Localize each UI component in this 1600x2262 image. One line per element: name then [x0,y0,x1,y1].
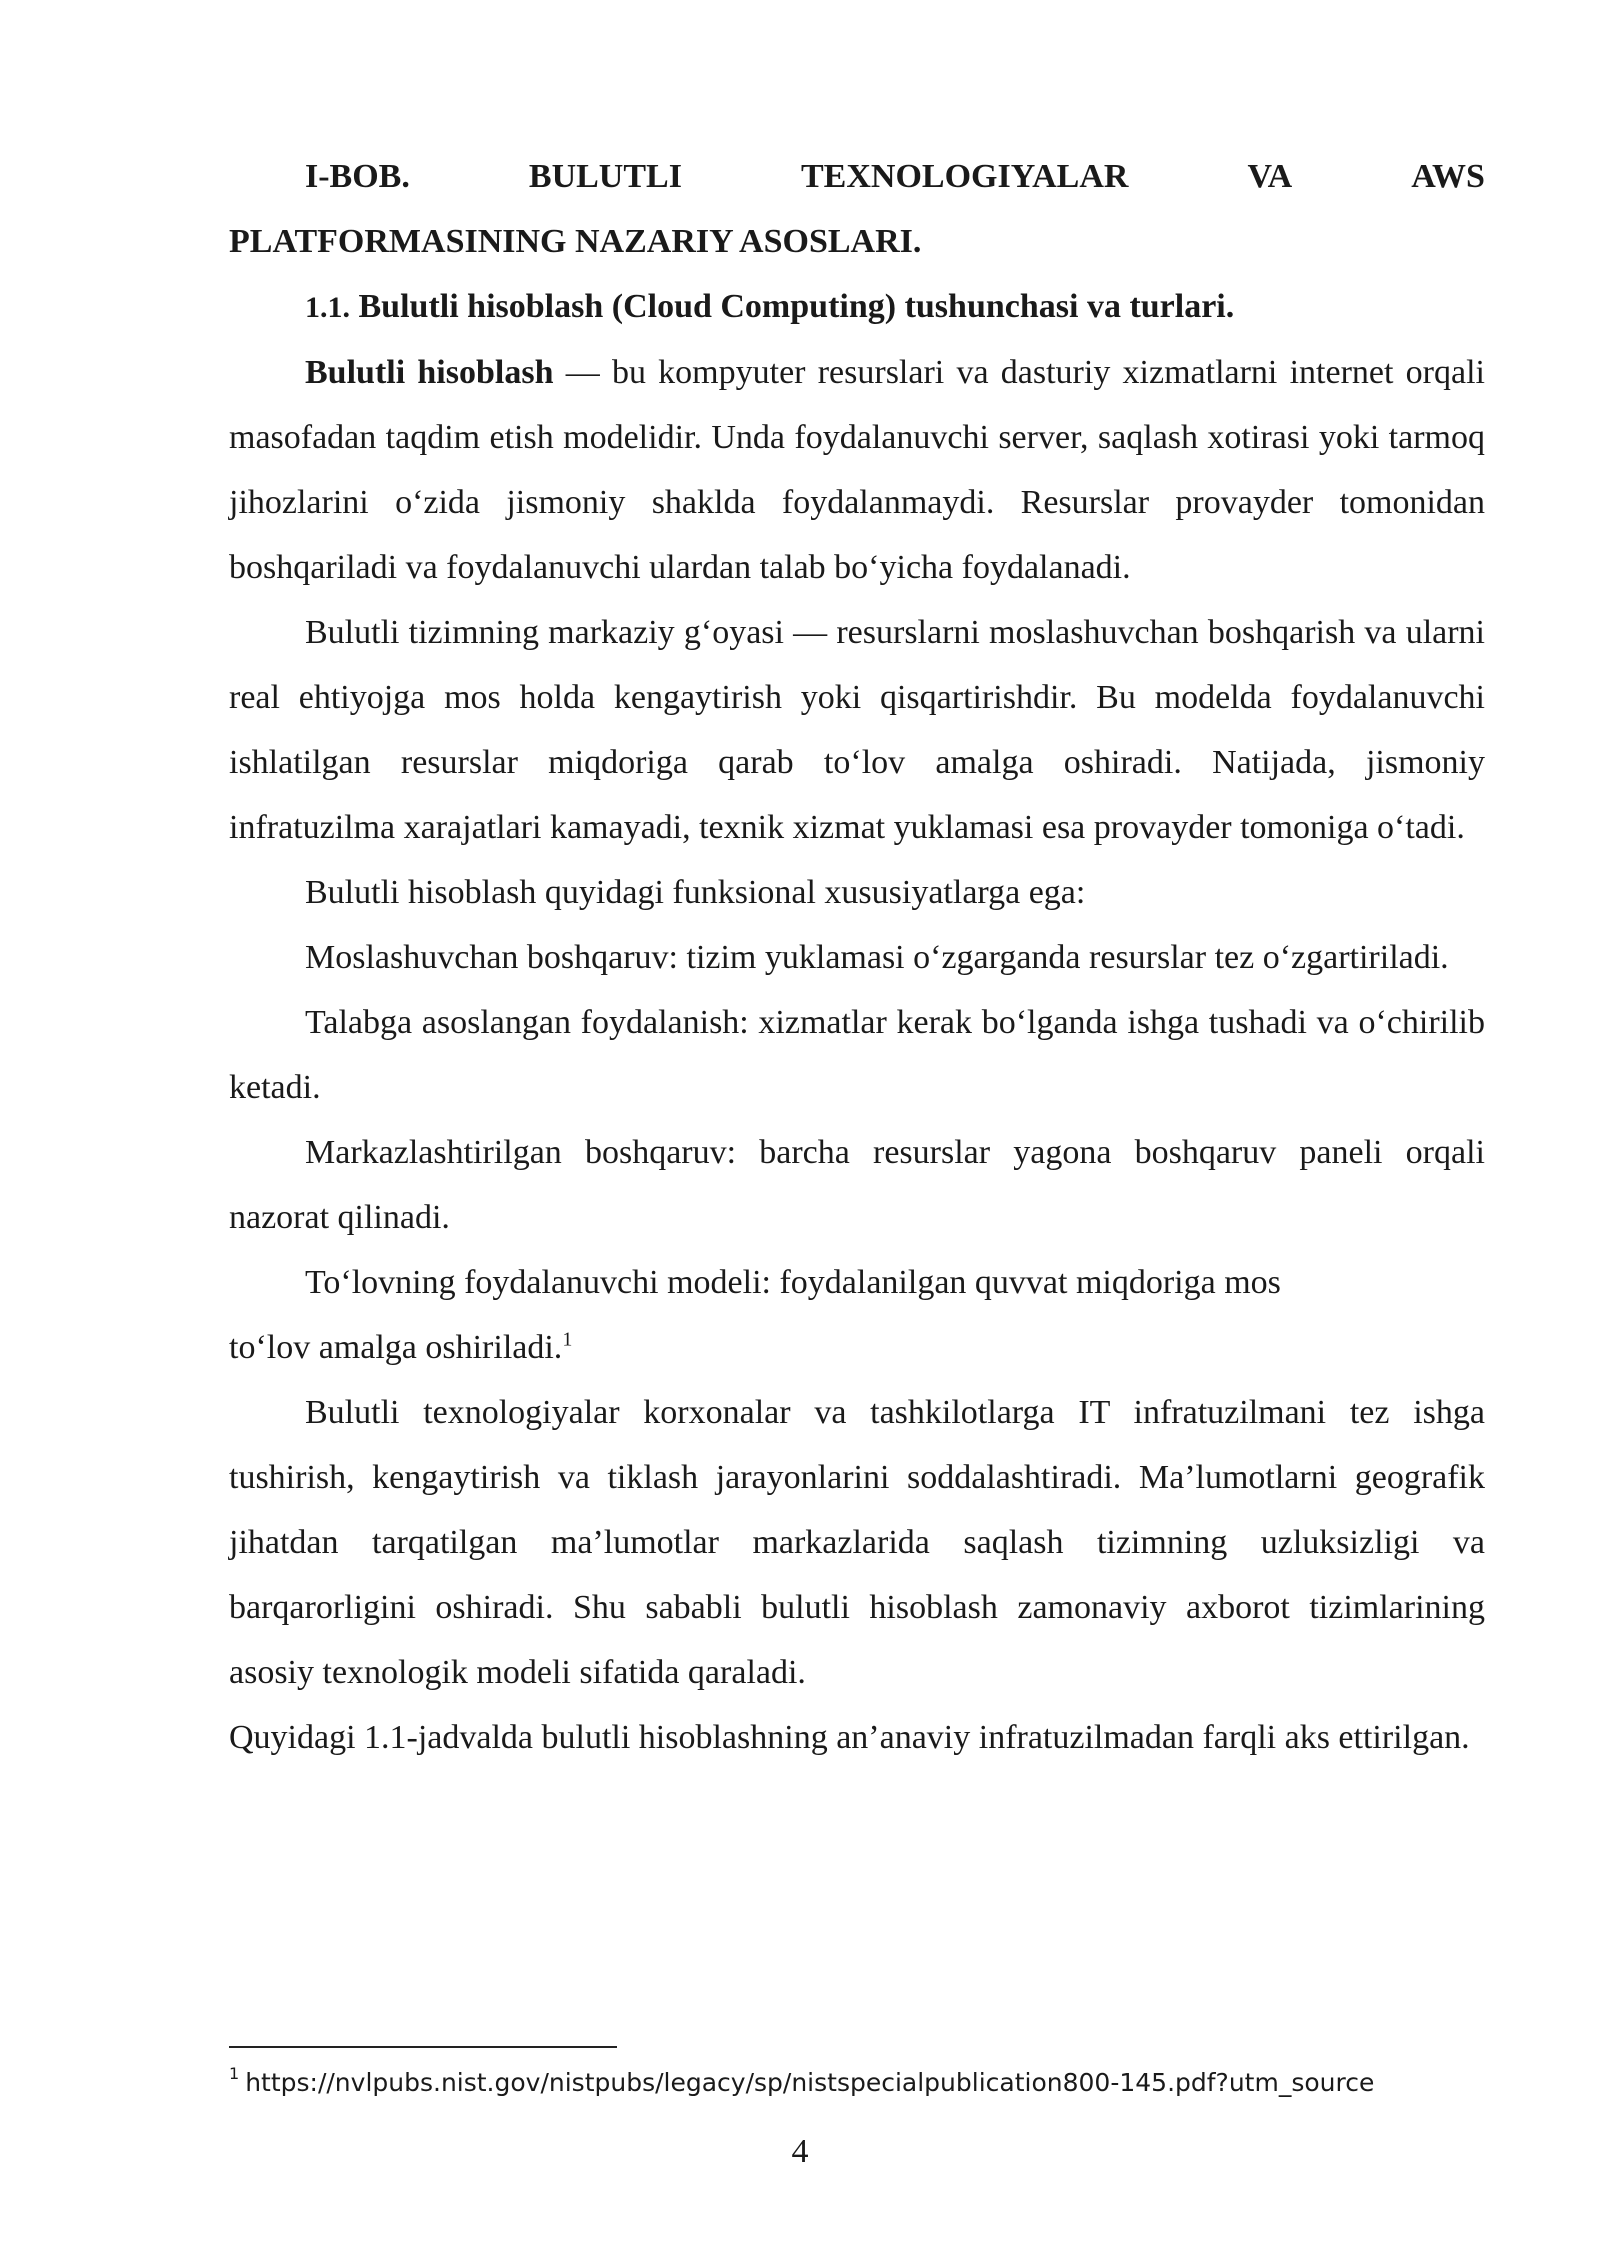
heading-word-4: VA [1247,158,1293,195]
defined-term: Bulutli hisoblash [305,354,554,391]
body-text [229,144,1485,1770]
paragraph-central-idea: Bulutli tizimning markaziy g‘oyasi — resurslarni moslashuvchan boshqarish va ularni real ehtiyojga mos holda kengaytirish yoki qisqartirishdir. Bu modelda foydalanuvchi ishlatilgan resurslar miqdoriga qarab to‘lov amalga oshiradi. Natijada, jismoniy infratuzilma xarajatlari kamayadi, texnik xizmat yuklamasi esa provayder tomoniga o‘tadi. [229,614,1485,846]
heading-word-3: TEXNOLOGIYALAR [800,158,1129,195]
chapter-heading-line1 [229,144,1485,209]
feature-payment-model [229,1250,1485,1380]
feature-on-demand: Talabga asoslangan foydalanish: xizmatlar kerak bo‘lganda ishga tushadi va o‘chirilib ketadi. [229,1004,1485,1106]
chapter-heading [229,144,1485,274]
heading-word-1: I-BOB. [305,158,410,195]
feature-payment-line2-text: to‘lov amalga oshiriladi. [229,1329,563,1366]
section-number: 1.1. [305,291,350,324]
footnote-divider [229,2046,617,2048]
paragraph-table-reference: Quyidagi 1.1-jadvalda bulutli hisoblashning an’anaviy infratuzilmadan farqli aks ettirilgan. [229,1719,1470,1756]
paragraph-benefits: Bulutli texnologiyalar korxonalar va tashkilotlarga IT infratuzilmani tez ishga tushirish, kengaytirish va tiklash jarayonlarini soddalashtiradi. Ma’lumotlarni geografik jihatdan tarqatilgan ma’lumotlar markazlarida saqlash tizimning uzluksizligi va barqarorligini oshiradi. Shu sababli bulutli hisoblash zamonaviy axborot tizimlarining asosiy texnologik modeli sifatida qaraladi. [229,1394,1485,1691]
section-heading [229,274,1485,340]
paragraph-definition [229,340,1485,600]
footnote-reference[interactable]: 1 [562,1328,573,1351]
feature-payment-line1: To‘lovning foydalanuvchi modeli: foydalanilgan quvvat miqdoriga mos [305,1264,1281,1301]
footnote [229,2064,1529,2097]
footnote-url[interactable]: https://nvlpubs.nist.gov/nistpubs/legacy/sp/nistspecialpublication800-145.pdf?utm_source [245,2068,1375,2097]
heading-word-5: AWS [1411,158,1485,195]
footnote-mark: 1 [229,2064,240,2083]
chapter-heading-line2: PLATFORMASINING NAZARIY ASOSLARI. [229,223,922,260]
paragraph-features-intro: Bulutli hisoblash quyidagi funksional xususiyatlarga ega: [305,874,1086,911]
feature-payment-line2 [229,1315,1485,1380]
feature-flexible-management: Moslashuvchan boshqaruv: tizim yuklamasi o‘zgarganda resurslar tez o‘zgartiriladi. [305,939,1449,976]
heading-word-2: BULUTLI [528,158,682,195]
page-number: 4 [791,2133,809,2170]
feature-centralized-management: Markazlashtirilgan boshqaruv: barcha resurslar yagona boshqaruv paneli orqali nazorat qilinadi. [229,1134,1485,1236]
section-title: Bulutli hisoblash (Cloud Computing) tushunchasi va turlari. [358,288,1235,325]
definition-text: — bu kompyuter resurslari va dasturiy xizmatlarni internet orqali masofadan taqdim etish modelidir. Unda foydalanuvchi server, saqlash xotirasi yoki tarmoq jihozlarini o‘zida jismoniy shaklda foydalanmaydi. Resurslar provayder tomonidan boshqariladi va foydalanuvchi ulardan talab bo‘yicha foydalanadi. [229,354,1485,586]
